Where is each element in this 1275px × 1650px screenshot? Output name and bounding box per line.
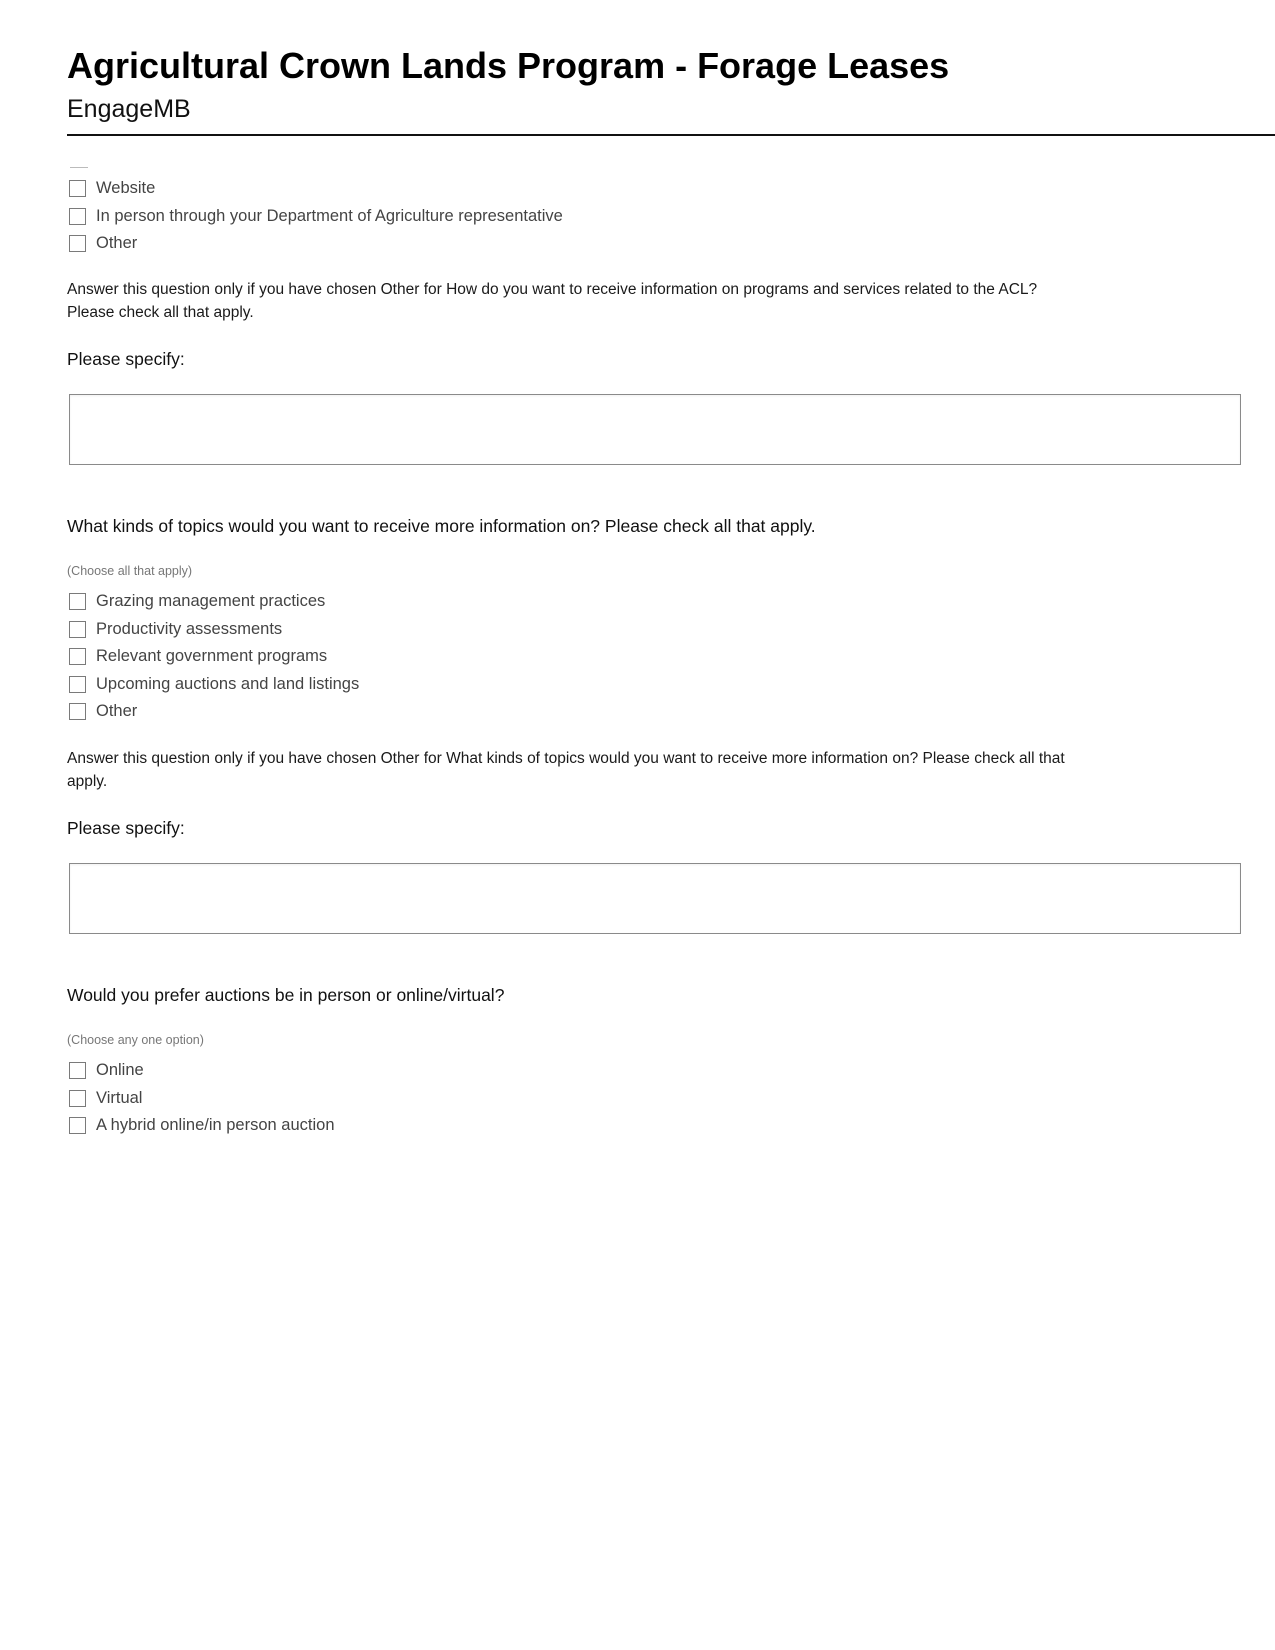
q3-hint: (Choose all that apply) — [67, 564, 193, 578]
option-government-programs[interactable] — [69, 643, 359, 671]
q5-question: Would you prefer auctions be in person or online/virtual? — [67, 985, 505, 1005]
option-online[interactable] — [69, 1057, 335, 1085]
q4-specify-textbox[interactable] — [69, 863, 1241, 934]
option-label: A hybrid online/in person auction — [96, 1116, 335, 1135]
q5-options — [69, 1057, 335, 1140]
checkbox[interactable] — [69, 1117, 86, 1134]
page-subtitle: EngageMB — [67, 95, 191, 123]
option-in-person[interactable] — [69, 203, 563, 231]
option-label: Upcoming auctions and land listings — [96, 674, 360, 693]
checkbox[interactable] — [69, 1090, 86, 1107]
q2-note-line-1: Answer this question only if you have chosen Other for How do you want to receive information on programs and services related to the ACL? — [67, 281, 1038, 298]
q4-note-line-1: Answer this question only if you have chosen Other for What kinds of topics would you want to receive more information on? Please check all that — [67, 750, 1065, 767]
page-title: Agricultural Crown Lands Program - Forage Leases — [67, 45, 950, 86]
checkbox[interactable] — [69, 648, 86, 665]
option-label: Website — [96, 179, 156, 198]
option-label: Other — [96, 702, 138, 721]
option-other[interactable] — [69, 698, 359, 726]
option-hybrid[interactable] — [69, 1112, 335, 1140]
q1-options — [69, 175, 563, 258]
q4-condition-note — [67, 748, 1197, 793]
checkbox[interactable] — [69, 208, 86, 225]
option-virtual[interactable] — [69, 1085, 335, 1113]
page-header — [67, 44, 1275, 124]
q2-specify-textbox[interactable] — [69, 394, 1241, 465]
q2-condition-note — [67, 279, 1197, 324]
q4-note-line-2: apply. — [67, 772, 108, 790]
option-auctions-listings[interactable] — [69, 671, 359, 699]
checkbox[interactable] — [69, 703, 86, 720]
q2-specify-label: Please specify: — [67, 349, 185, 369]
cut-off-checkbox-edge — [70, 167, 88, 168]
checkbox[interactable] — [69, 1062, 86, 1079]
option-grazing[interactable] — [69, 588, 359, 616]
q2-note-line-2: Please check all that apply. — [67, 303, 254, 321]
option-label: In person through your Department of Agriculture representative — [96, 206, 563, 225]
header-divider — [67, 134, 1275, 136]
option-label: Relevant government programs — [96, 647, 328, 666]
q3-options — [69, 588, 359, 726]
option-productivity[interactable] — [69, 616, 359, 644]
q5-hint: (Choose any one option) — [67, 1033, 204, 1047]
option-label: Productivity assessments — [96, 619, 283, 638]
checkbox[interactable] — [69, 593, 86, 610]
option-label: Virtual — [96, 1088, 143, 1107]
q4-specify-label: Please specify: — [67, 818, 185, 838]
option-website[interactable] — [69, 175, 563, 203]
checkbox[interactable] — [69, 621, 86, 638]
option-label: Online — [96, 1061, 144, 1080]
checkbox[interactable] — [69, 235, 86, 252]
checkbox[interactable] — [69, 676, 86, 693]
option-label: Grazing management practices — [96, 592, 326, 611]
option-label: Other — [96, 234, 138, 253]
checkbox[interactable] — [69, 180, 86, 197]
option-other[interactable] — [69, 230, 563, 258]
q3-question: What kinds of topics would you want to receive more information on? Please check all that apply. — [67, 516, 816, 536]
